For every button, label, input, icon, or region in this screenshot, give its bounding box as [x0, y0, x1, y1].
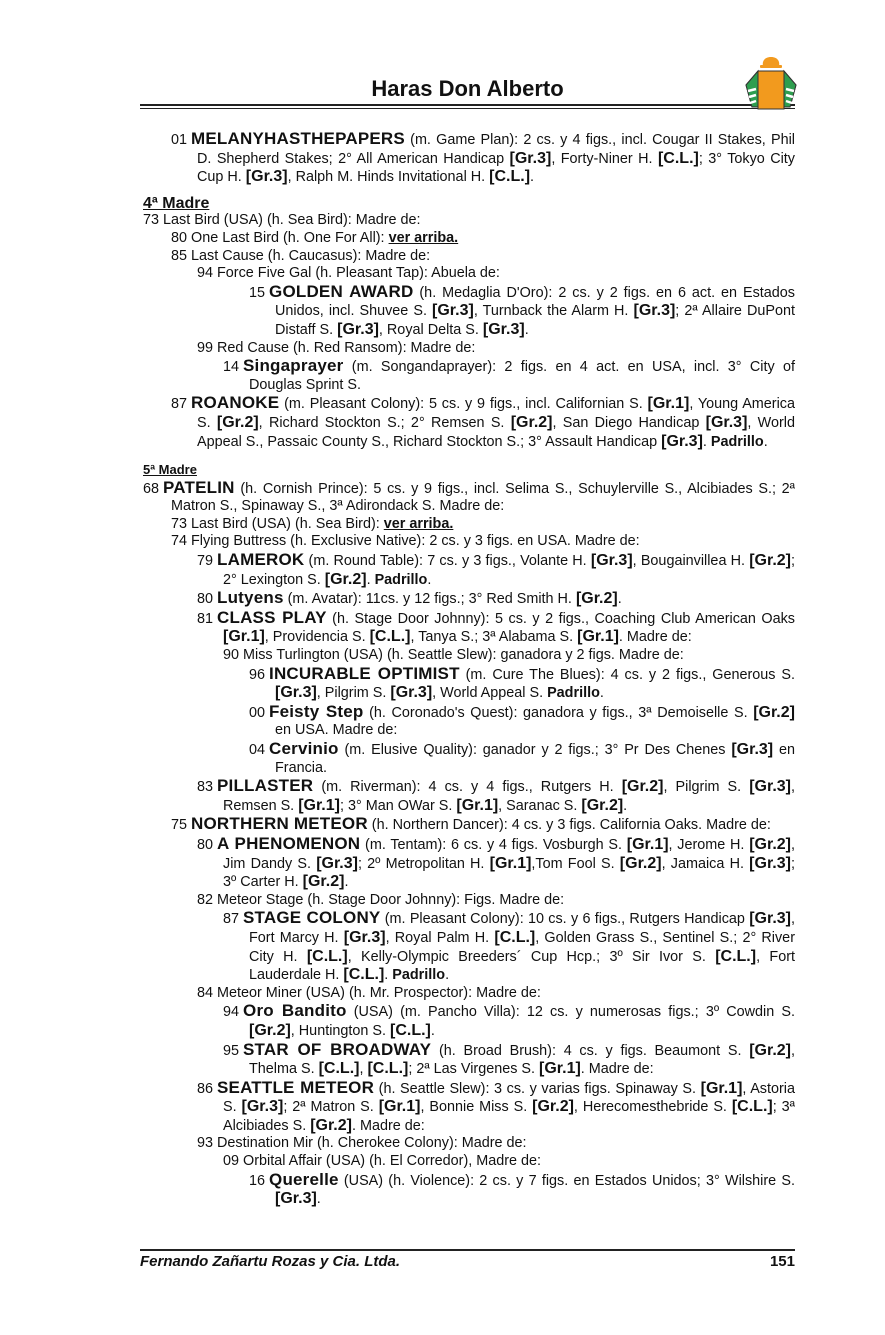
entry-text: , Kelly-Olympic Breeders´ Cup Hcp.; 3º Sir Ivor S. — [347, 948, 716, 965]
entry-text: 82 Meteor Stage (h. Stage Door Johnny): Figs. Madre de: — [197, 891, 565, 908]
pedigree-entry — [171, 247, 795, 266]
entry-text: , Royal Palm H. — [385, 929, 495, 946]
entry-year: 15 — [249, 284, 266, 301]
entry-year: 81 — [197, 610, 214, 627]
entry-text: (m. Tentam): 6 cs. y 4 figs. Vosburgh S. — [360, 836, 627, 853]
horse-name: PILLASTER — [217, 776, 314, 796]
entry-text: ; 3ª Alcibiades S. — [223, 1099, 795, 1134]
entry-text: (m. Avatar): 11cs. y 12 figs.; 3° Red Smith H. — [283, 591, 576, 608]
racing-silks-icon — [744, 55, 798, 111]
header-rule — [140, 104, 795, 106]
grade-badge: [C.L.] — [731, 1098, 773, 1116]
entry-text: (m. Elusive Quality): ganador y 2 figs.; 3° Pr Des Chenes — [338, 742, 732, 758]
grade-badge: [Gr.3] — [749, 854, 791, 872]
pedigree-entry — [197, 891, 795, 910]
entry-year: 94 — [223, 1004, 240, 1021]
silks-cap-peak — [760, 65, 782, 68]
grade-badge: [C.L.] — [494, 928, 536, 946]
grade-badge: [C.L.] — [318, 1060, 360, 1078]
page-title: Haras Don Alberto — [371, 76, 564, 101]
horse-name: Oro Bandito — [243, 1001, 347, 1021]
horse-name: LAMEROK — [217, 550, 305, 570]
entry-year: 04 — [249, 742, 266, 758]
pedigree-entry — [197, 1135, 795, 1153]
pedigree-entry — [249, 281, 795, 340]
entry-text: , — [359, 1061, 368, 1078]
entry-text: , Royal Delta S. — [378, 321, 483, 338]
grade-badge: [Gr.2] — [749, 835, 791, 853]
pedigree-entry — [249, 739, 795, 777]
pedigree-entry — [197, 984, 795, 1003]
grade-badge: [Gr.3] — [343, 928, 386, 946]
grade-badge: [Gr.2] — [532, 1098, 574, 1116]
entry-text: (h. Broad Brush): 4 cs. y figs. Beaumont S. — [431, 1042, 750, 1059]
pedigree-entry — [171, 393, 795, 451]
entry-year: 80 — [197, 836, 214, 853]
grade-badge: [Gr.1] — [647, 395, 690, 413]
padrillo-label: Padrillo — [392, 967, 446, 984]
grade-badge: [Gr.1] — [539, 1060, 581, 1078]
grade-badge: [Gr.2] — [619, 854, 662, 872]
entry-text: (m. Pleasant Colony): 10 cs. y 6 figs., Rutgers Handicap — [380, 911, 750, 928]
entry-text: , Fort Lauderdale H. — [249, 948, 795, 984]
entry-text: , Tanya S.; 3ª Alabama S. — [410, 629, 578, 646]
entry-text: ; 2° Lexington S. — [223, 553, 795, 588]
pedigree-entry — [249, 663, 795, 703]
grade-badge: [Gr.1] — [577, 628, 619, 646]
grade-badge: [Gr.3] — [337, 320, 379, 338]
grade-badge: [C.L.] — [306, 947, 348, 965]
entry-text: . — [445, 967, 450, 984]
pedigree-entry — [143, 212, 795, 230]
entry-year: 80 — [197, 591, 214, 608]
horse-name: INCURABLE OPTIMIST — [269, 663, 460, 683]
entry-text: . — [316, 1191, 321, 1208]
horse-name: PATELIN — [163, 477, 235, 497]
grade-badge: [Gr.2] — [302, 873, 345, 891]
entry-text: (h. Coronado's Quest): ganadora y figs., 3ª Demoiselle S. — [363, 704, 754, 721]
entry-text: ; 3° Man OWar S. — [339, 797, 457, 814]
entry-text: (m. Riverman): 4 cs. y 4 figs., Rutgers H. — [313, 779, 622, 796]
horse-name: CLASS PLAY — [217, 607, 327, 627]
entry-text: ; 2ª Allaire DuPont Distaff S. — [275, 303, 795, 338]
page-number: 151 — [769, 1253, 795, 1270]
horse-name: Feisty Step — [269, 701, 364, 721]
grade-badge: [Gr.1] — [378, 1098, 421, 1116]
entry-text: . — [430, 1022, 435, 1039]
entry-text: , Ralph M. Hinds Invitational H. — [287, 169, 490, 186]
entry-text: ; 3° Tokyo City Cup H. — [197, 150, 795, 186]
grade-badge: [C.L.] — [343, 966, 385, 984]
grade-badge: [Gr.2] — [581, 796, 624, 814]
section-heading: 5ª Madre — [143, 462, 197, 478]
entry-text: . — [702, 433, 711, 450]
grade-badge: [Gr.2] — [753, 703, 795, 721]
grade-badge: [Gr.3] — [482, 320, 525, 338]
pedigree-entry — [143, 477, 795, 516]
pedigree-entry — [197, 833, 795, 892]
pedigree-entry — [249, 701, 795, 740]
pedigree-entry — [223, 1039, 795, 1079]
grade-badge: [Gr.3] — [749, 778, 792, 796]
padrillo-label: Padrillo — [710, 433, 764, 450]
entry-year: 96 — [249, 666, 266, 683]
pedigree-entry — [223, 908, 795, 984]
entry-text: , World Appeal S., Passaic County S., Richard Stockton S.; 3° Assault Handicap — [197, 414, 795, 450]
grade-badge: [Gr.3] — [245, 168, 288, 186]
entry-year: 86 — [197, 1080, 214, 1097]
grade-badge: [Gr.3] — [241, 1098, 284, 1116]
entry-text: . — [763, 433, 768, 450]
pedigree-entry — [249, 1169, 795, 1209]
entry-text: , Golden Grass S., Sentinel S.; 2° River City H. — [249, 929, 795, 965]
entry-text: . — [366, 571, 375, 588]
footer-rule — [140, 1249, 795, 1251]
entry-year: 16 — [249, 1172, 266, 1189]
entry-text: , Young America S. — [197, 396, 795, 431]
grade-badge: [C.L.] — [657, 149, 699, 167]
entry-year: 14 — [223, 359, 240, 376]
horse-name: NORTHERN METEOR — [191, 814, 368, 834]
see-above-link: ver arriba. — [383, 515, 454, 532]
entry-year: 87 — [171, 396, 188, 413]
section-heading: 4ª Madre — [143, 194, 210, 212]
grade-badge: [Gr.3] — [590, 552, 633, 570]
entry-text: 74 Flying Buttress (h. Exclusive Native): 2 cs. y 3 figs. en USA. Madre de: — [171, 533, 640, 550]
pedigree-entry — [197, 265, 795, 283]
pedigree-entry — [197, 339, 795, 358]
pedigree-entry — [197, 1077, 795, 1136]
entry-text: ; 2ª Matron S. — [283, 1099, 379, 1116]
entry-text: 99 Red Cause (h. Red Ransom): Madre de: — [197, 339, 476, 356]
entry-text: 85 Last Cause (h. Caucasus): Madre de: — [171, 247, 431, 264]
entry-text: , Remsen S. — [223, 779, 796, 814]
entry-text: . — [524, 321, 529, 338]
pedigree-text — [143, 130, 795, 1209]
entry-year: 68 — [143, 480, 160, 497]
entry-text: , Pilgrim S. — [316, 685, 391, 702]
pedigree-entry — [223, 1001, 795, 1040]
entry-text: 80 One Last Bird (h. One For All): — [171, 229, 389, 246]
padrillo-label: Padrillo — [374, 571, 428, 588]
grade-badge: [Gr.2] — [621, 778, 664, 796]
entry-text: , Jamaica H. — [661, 855, 750, 872]
see-above-link: ver arriba. — [388, 229, 459, 246]
grade-badge: [Gr.3] — [275, 1190, 317, 1208]
grade-badge: [Gr.1] — [489, 854, 532, 872]
silks-cap — [763, 57, 779, 66]
entry-text: ; 2ª Las Virgenes S. — [408, 1061, 539, 1078]
horse-name: MELANYHASTHEPAPERS — [191, 129, 405, 148]
pedigree-entry — [171, 814, 795, 835]
horse-name: Cervinio — [269, 739, 339, 758]
entry-text: en Francia. — [275, 742, 795, 776]
grade-badge: [C.L.] — [390, 1021, 431, 1039]
grade-badge: [Gr.3] — [705, 413, 748, 431]
entry-text: (USA) (m. Pancho Villa): 12 cs. y numerosas figs.; 3º Cowdin S. — [346, 1004, 795, 1021]
entry-text: . Madre de: — [618, 629, 692, 646]
entry-text: . — [617, 591, 622, 608]
horse-name: STAR OF BROADWAY — [243, 1039, 432, 1059]
entry-text: (m. Game Plan): 2 cs. y 4 figs., incl. Cougar II Stakes, Phil D. Shepherd Stakes; 2° All American Handicap — [197, 132, 795, 167]
entry-text: , Jim Dandy S. — [223, 836, 795, 872]
entry-text: 73 Last Bird (USA) (h. Sea Bird): Madre de: — [143, 212, 421, 229]
grade-badge: [Gr.1] — [700, 1079, 743, 1097]
entry-year: 87 — [223, 911, 240, 928]
entry-text: 09 Orbital Affair (USA) (h. El Corredor), Madre de: — [223, 1153, 542, 1170]
entry-text: , Fort Marcy H. — [249, 911, 795, 946]
grade-badge: [Gr.2] — [324, 570, 367, 588]
pedigree-entry — [171, 515, 795, 534]
entry-year: 95 — [223, 1042, 240, 1059]
pedigree-entry — [197, 588, 795, 609]
entry-year: 01 — [171, 132, 188, 148]
entry-text: ; 3º Carter H. — [223, 855, 795, 891]
entry-text: 94 Force Five Gal (h. Pleasant Tap): Abuela de: — [197, 265, 500, 282]
grade-badge: [Gr.2] — [310, 1116, 352, 1134]
grade-badge: [Gr.2] — [249, 1021, 291, 1039]
grade-badge: [Gr.1] — [223, 628, 265, 646]
footer-company: Fernando Zañartu Rozas y Cia. Ltda. — [140, 1253, 401, 1270]
grade-badge: [Gr.3] — [749, 910, 791, 928]
grade-badge: [Gr.1] — [456, 796, 499, 814]
header-rule-thin — [140, 108, 795, 109]
horse-name: Singaprayer — [243, 356, 344, 376]
pedigree-entry — [223, 1153, 795, 1171]
entry-text: , Astoria S. — [223, 1080, 795, 1116]
grade-badge: [Gr.3] — [633, 302, 676, 320]
grade-badge: [Gr.1] — [626, 835, 669, 853]
entry-text: . — [344, 874, 349, 891]
grade-badge: [C.L.] — [367, 1060, 409, 1078]
horse-name: STAGE COLONY — [243, 908, 381, 928]
entry-text: . — [530, 169, 535, 186]
horse-name: GOLDEN AWARD — [269, 281, 414, 301]
grade-badge: [Gr.1] — [298, 796, 340, 814]
entry-text: (h. Medaglia D'Oro): 2 cs. y 2 figs. en 6 act. en Estados Unidos, incl. Shuvee S. — [275, 284, 795, 320]
grade-badge: [Gr.2] — [575, 590, 618, 608]
pedigree-entry — [171, 229, 795, 248]
entry-text: ,Tom Fool S. — [531, 855, 620, 872]
pedigree-entry — [223, 647, 795, 665]
entry-text: , Forty-Niner H. — [551, 150, 658, 167]
pedigree-entry — [197, 607, 796, 647]
entry-text: 73 Last Bird (USA) (h. Sea Bird): — [171, 515, 384, 532]
grade-badge: [Gr.3] — [275, 684, 317, 702]
grade-badge: [Gr.3] — [731, 741, 774, 758]
entry-text: (h. Cornish Prince): 5 cs. y 9 figs., incl. Selima S., Schuylerville S., Alcibiades S.; 2ª Matron S., Spinaway S., 3ª Adirondack S. Madre de: — [171, 480, 795, 515]
padrillo-label: Padrillo — [547, 685, 600, 702]
horse-name: SEATTLE METEOR — [217, 1077, 375, 1097]
entry-text: , World Appeal S. — [432, 685, 548, 702]
entry-year: 00 — [249, 704, 266, 721]
grade-badge: [Gr.3] — [661, 432, 703, 450]
entry-text: 90 Miss Turlington (USA) (h. Seattle Slew): ganadora y 2 figs. Madre de: — [223, 647, 684, 664]
entry-text: . Madre de: — [580, 1061, 654, 1078]
entry-text: . — [427, 571, 432, 588]
grade-badge: [Gr.2] — [510, 413, 553, 431]
entry-text: 93 Destination Mir (h. Cherokee Colony): Madre de: — [197, 1135, 527, 1152]
horse-name: Lutyens — [217, 588, 284, 608]
grade-badge: [Gr.3] — [509, 149, 552, 167]
entry-text: (h. Stage Door Johnny): 5 cs. y 2 figs., Coaching Club American Oaks — [326, 610, 796, 627]
entry-text: , Thelma S. — [249, 1042, 795, 1078]
pedigree-entry — [197, 550, 795, 589]
entry-year: 79 — [197, 553, 214, 570]
entry-text: , Providencia S. — [264, 629, 370, 646]
grade-badge: [C.L.] — [715, 947, 757, 965]
entry-text: (h. Northern Dancer): 4 cs. y 3 figs. California Oaks. Madre de: — [367, 817, 771, 834]
grade-badge: [Gr.2] — [216, 413, 259, 431]
entry-text: (m. Round Table): 7 cs. y 3 figs., Volante H. — [304, 553, 591, 570]
grade-badge: [C.L.] — [489, 168, 531, 186]
entry-text: , Pilgrim S. — [663, 779, 750, 796]
entry-text: . — [623, 797, 628, 814]
entry-text: (m. Songandaprayer): 2 figs. en 4 act. en USA, incl. 3° City of Douglas Sprint S. — [249, 359, 795, 393]
horse-name: ROANOKE — [191, 393, 280, 413]
entry-text: 84 Meteor Miner (USA) (h. Mr. Prospector): Madre de: — [197, 984, 541, 1001]
grade-badge: [C.L.] — [369, 628, 411, 646]
entry-text: , Richard Stockton S.; 2° Remsen S. — [258, 414, 511, 431]
entry-text: , Bougainvillea H. — [632, 553, 750, 570]
entry-text: (m. Cure The Blues): 4 cs. y 2 figs., Generous S. — [459, 666, 795, 683]
grade-badge: [Gr.3] — [390, 684, 433, 702]
pedigree-entry — [171, 533, 795, 551]
entry-text: (USA) (h. Violence): 2 cs. y 7 figs. en Estados Unidos; 3° Wilshire S. — [338, 1172, 795, 1189]
grade-badge: [Gr.3] — [316, 854, 358, 872]
grade-badge: [Gr.2] — [749, 1041, 791, 1059]
entry-text: , Jerome H. — [668, 836, 750, 853]
entry-text: (h. Seattle Slew): 3 cs. y varias figs. Spinaway S. — [374, 1080, 701, 1097]
grade-badge: [Gr.2] — [749, 552, 791, 570]
pedigree-entry — [171, 129, 795, 187]
entry-text: . — [599, 685, 604, 702]
grade-badge: [Gr.3] — [432, 302, 474, 320]
entry-text: . Madre de: — [351, 1117, 425, 1134]
horse-name: A PHENOMENON — [217, 833, 361, 853]
entry-text: (m. Pleasant Colony): 5 cs. y 9 figs., incl. Californian S. — [279, 396, 648, 413]
entry-text: , Bonnie Miss S. — [420, 1099, 533, 1116]
entry-text: , San Diego Handicap — [552, 414, 706, 431]
entry-text: , Turnback the Alarm H. — [473, 303, 634, 320]
entry-text: , Herecomesthebride S. — [573, 1099, 732, 1116]
entry-text: , Saranac S. — [498, 797, 582, 814]
entry-text: ; 2º Metropolitan H. — [357, 855, 490, 872]
entry-text: . — [384, 967, 393, 984]
entry-text: , Huntington S. — [290, 1022, 390, 1039]
pedigree-entry — [197, 776, 796, 815]
entry-text: en USA. Madre de: — [275, 722, 398, 739]
entry-year: 75 — [171, 817, 188, 834]
entry-year: 83 — [197, 779, 214, 796]
horse-name: Querelle — [269, 1169, 339, 1189]
pedigree-entry — [223, 356, 795, 394]
